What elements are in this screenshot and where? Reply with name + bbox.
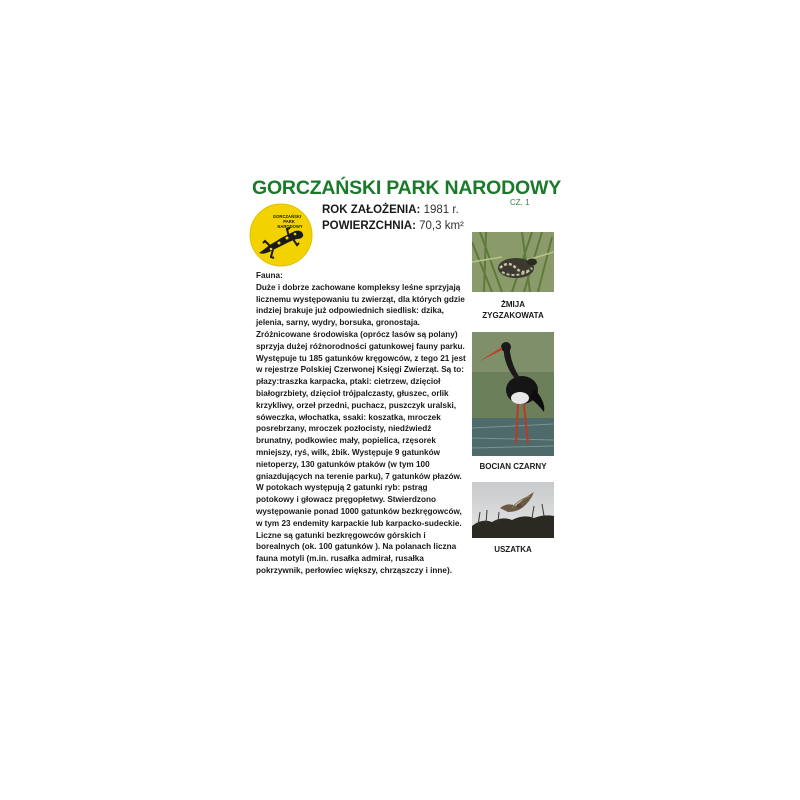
fauna-body: Duże i dobrze zachowane kompleksy leśne sprzyjają licznemu występowaniu tu zwierząt, dla których gdzie indziej brakuje już odpowiednich siedlisk: dzika, jelenia, sarny, wydry, borsuka, gronostaja. Zróżnicowane środowiska (oprócz lasów są polany) sprzyja dużej różnorodności gatunkowej fauny parku. Występuje tu 185 gatunków kręgowców, z tego 21 jest w rejestrze Polskiej Czerwonej Księgi Zwierząt. Są to: płazy:traszka karpacka, ptaki: cietrzew, dzięcioł białogrzbiety, dzięcioł trójpalczasty, głuszec, orlik krzykliwy, orzeł przedni, puchacz, puszczyk uralski, sóweczka, włochatka, ssaki: koszatka, mroczek posrebrzany, mroczek pozłocisty, niedźwiedź brunatny, podkowiec mały, popielica, rzęsorek mniejszy, ryś, wilk, żbik. Występuje 9 gatunków nietoperzy, 130 gatunków ptaków (w tym 100 gniazdujących na terenie parku), 7 gatunków płazów. W potokach występują 2 gatunki ryb: pstrąg potokowy i głowacz pręgopłetwy. Stwierdzono występowanie ponad 1000 gatunków bezkręgowców, w tym 23 endemity karpackie lub karpacko-sudeckie. Liczne są gatunki bezkręgowców górskich i borealnych (ok. 100 gatunków ). Na polanach liczna fauna motyli (m.in. rusałka admirał, rusałka pokrzywnik, perłowiec większy, chrząszczy i inne). bbox=[256, 282, 466, 575]
fauna-section bbox=[256, 270, 466, 577]
fauna-heading: Fauna: bbox=[256, 271, 283, 280]
logo-text-2: PARK bbox=[283, 219, 295, 224]
logo-text-3: NARODOWY bbox=[277, 224, 303, 229]
salamander-logo-icon bbox=[249, 203, 313, 267]
founded-value: 1981 r. bbox=[423, 204, 459, 216]
park-logo bbox=[249, 203, 313, 267]
page-title: GORCZAŃSKI PARK NARODOWY bbox=[252, 177, 561, 199]
black-stork-caption bbox=[468, 461, 558, 472]
adder-caption bbox=[468, 299, 558, 321]
owl-caption bbox=[468, 544, 558, 555]
area-line bbox=[322, 220, 464, 232]
owl-caption-line1: USZATKA bbox=[494, 545, 532, 554]
black-stork-photo bbox=[472, 332, 554, 456]
adder-caption-line1: ŻMIJA bbox=[501, 300, 525, 309]
area-value: 70,3 km² bbox=[419, 220, 464, 232]
founded-line bbox=[322, 204, 459, 216]
black-stork-caption-line1: BOCIAN CZARNY bbox=[479, 462, 547, 471]
adder-photo bbox=[472, 232, 554, 292]
founded-label: ROK ZAŁOŻENIA: bbox=[322, 204, 421, 216]
part-label: CZ. 1 bbox=[510, 198, 530, 207]
owl-photo bbox=[472, 482, 554, 538]
logo-text-1: GORCZAŃSKI bbox=[272, 214, 302, 219]
area-label: POWIERZCHNIA: bbox=[322, 220, 416, 232]
adder-caption-line2: ZYGZAKOWATA bbox=[482, 311, 544, 320]
